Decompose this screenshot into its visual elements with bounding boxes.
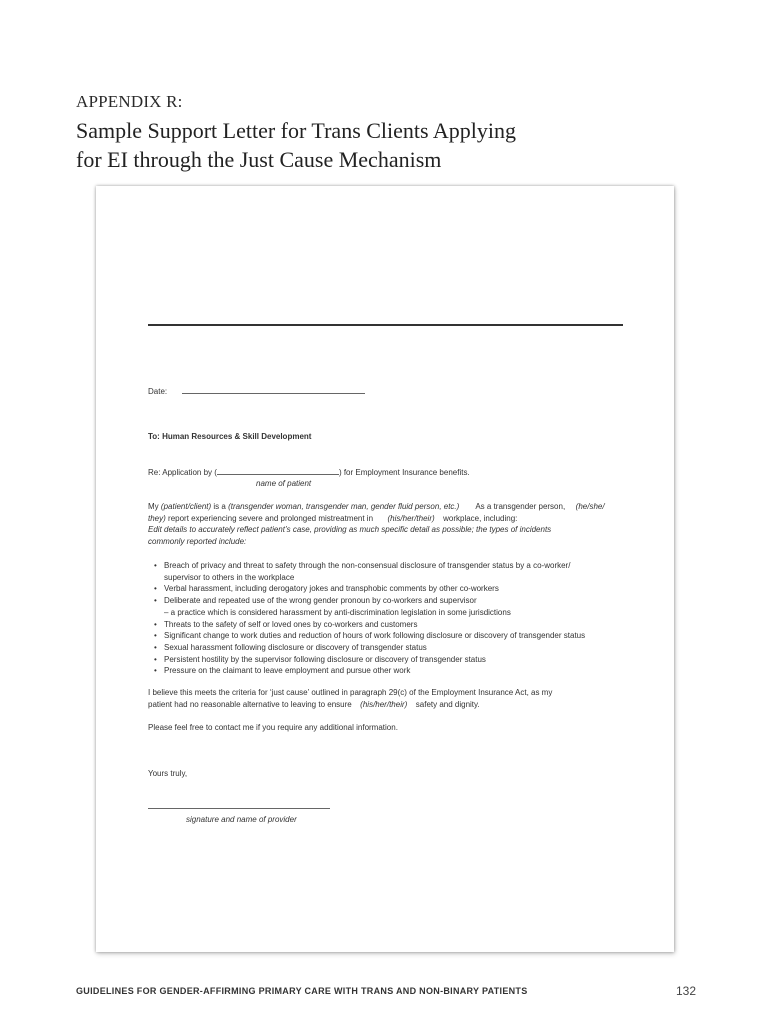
- list-item: • Verbal harassment, including derogatory jokes and transphobic comments by other co-workers: [152, 583, 585, 595]
- list-item: • Sexual harassment following disclosure or discovery of transgender status: [152, 642, 585, 654]
- page-title: [76, 116, 716, 174]
- patient-name-blank: [217, 466, 339, 475]
- name-of-patient-caption: name of patient: [256, 479, 312, 488]
- sample-letter: [96, 186, 674, 952]
- title-line-2: for EI through the Just Cause Mechanism: [76, 147, 442, 172]
- list-item-continuation: supervisor to others in the workplace: [164, 572, 295, 582]
- title-line-1: Sample Support Letter for Trans Clients Applying: [76, 118, 516, 143]
- date-blank: [182, 385, 365, 394]
- p1-report: report experiencing severe and prolonged mistreatment in: [168, 514, 374, 523]
- appendix-label: APPENDIX R:: [76, 92, 183, 111]
- paragraph-2-line-2: [148, 699, 480, 711]
- p1-my: My: [148, 502, 159, 511]
- p1-as-a: As a transgender person,: [475, 502, 566, 511]
- paragraph-3: Please feel free to contact me if you require any additional information.: [148, 723, 398, 732]
- p2-text-b: safety and dignity.: [415, 700, 480, 709]
- letterhead-rule: [148, 324, 623, 326]
- signature-caption: signature and name of provider: [186, 815, 297, 824]
- page-number: 132: [676, 984, 697, 998]
- running-title: GUIDELINES FOR GENDER-AFFIRMING PRIMARY CARE WITH TRANS AND NON-BINARY PATIENTS: [76, 986, 528, 996]
- p2-text-a: patient had no reasonable alternative to leaving to ensure: [148, 700, 352, 709]
- list-item: • Deliberate and repeated use of the wrong gender pronoun by co-workers and supervisor: [152, 595, 585, 607]
- p1-pronoun-1b: they): [148, 514, 166, 523]
- paragraph-2-line-1: I believe this meets the criteria for ‘just cause’ outlined in paragraph 29(c) of the Employment Insurance Act, as my: [148, 688, 553, 697]
- list-item: • Breach of privacy and threat to safety through the non-consensual disclosure of transgender status by a co-worker/: [152, 560, 585, 572]
- re-suffix: ) for Employment Insurance benefits.: [338, 468, 470, 477]
- paragraph-1-line-1: [148, 501, 605, 513]
- signature-line: [148, 808, 330, 809]
- edit-note-line-1: Edit details to accurately reflect patient’s case, providing as much specific detail as possible; the types of incidents: [148, 525, 552, 534]
- date-line: [148, 385, 365, 398]
- p1-workplace: workplace, including:: [443, 514, 518, 523]
- p1-patient-client: (patient/client): [160, 502, 212, 511]
- p2-pronoun: (his/her/their): [360, 700, 408, 709]
- closing: Yours truly,: [148, 769, 188, 778]
- p1-identity: (transgender woman, transgender man, gender fluid person, etc.): [228, 502, 460, 511]
- date-label: Date:: [148, 387, 168, 396]
- list-item: • Threats to the safety of self or loved ones by co-workers and customers: [152, 619, 585, 631]
- list-item: • Persistent hostility by the supervisor following disclosure or discovery of transgender status: [152, 654, 585, 666]
- list-item-continuation: – a practice which is considered harassment by anti-discrimination legislation in some jurisdictions: [164, 607, 511, 617]
- edit-note-line-2: commonly reported include:: [148, 537, 247, 546]
- p1-pronoun-2: (his/her/their): [387, 514, 435, 523]
- re-prefix: Re: Application by (: [148, 468, 217, 477]
- incident-list: [152, 560, 585, 677]
- p1-is-a: is a: [213, 502, 226, 511]
- to-line: To: Human Resources & Skill Development: [148, 432, 312, 441]
- p1-pronoun-1: (he/she/: [575, 502, 605, 511]
- list-item: • Pressure on the claimant to leave employment and pursue other work: [152, 665, 585, 677]
- list-item: • Significant change to work duties and reduction of hours of work following disclosure or discovery of transgender status: [152, 630, 585, 642]
